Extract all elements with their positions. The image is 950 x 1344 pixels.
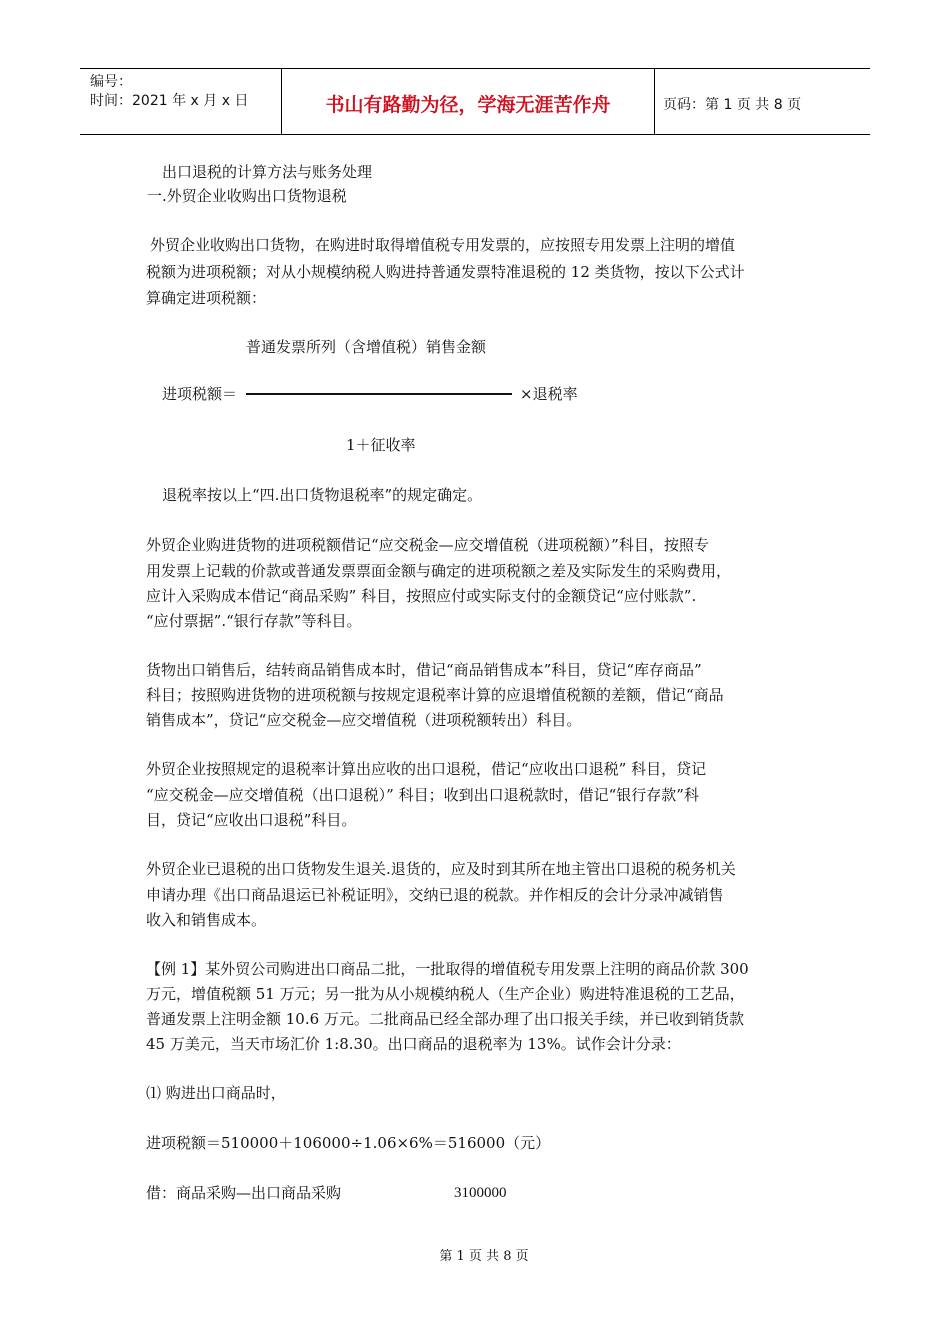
paragraph-4-line-3: 销售成本”，贷记“应交税金—应交增值税（进项税额转出）科目。: [146, 711, 582, 729]
paragraph-6-line-3: 收入和销售成本。: [146, 911, 267, 929]
formula-rhs: ×退税率: [520, 385, 578, 403]
formula-numerator: 普通发票所列（含增值税）销售金额: [246, 338, 487, 356]
example-line-1: 【例 1】某外贸公司购进出口商品二批，一批取得的增值税专用发票上注明的商品价款 300: [146, 960, 749, 978]
header-motto: 书山有路勤为径，学海无涯苦作舟: [282, 69, 655, 134]
example-line-4: 45 万美元，当天市场汇价 1:8.30。出口商品的退税率为 13%。试作会计分录：: [146, 1035, 681, 1053]
calculation: 进项税额＝510000＋106000÷1.06×6%＝516000（元）: [146, 1134, 551, 1152]
paragraph-5-line-1: 外贸企业按照规定的退税率计算出应收的出口退税，借记“应收出口退税” 科目，贷记: [146, 760, 707, 778]
page-header: [80, 68, 870, 135]
header-date: 时间：2021 年 x 月 x 日: [90, 93, 249, 109]
paragraph-4-line-1: 货物出口销售后，结转商品销售成本时，借记“商品销售成本”科目，贷记“库存商品”: [146, 661, 702, 679]
paragraph-3-line-3: 应计入采购成本借记“商品采购” 科目，按照应付或实际支付的金额贷记“应付账款”.: [146, 587, 697, 605]
journal-entry-amount: 3100000: [454, 1185, 507, 1201]
example-line-2: 万元，增值税额 51 万元；另一批为从小规模纳税人（生产企业）购进特准退税的工艺品，: [146, 985, 745, 1003]
example-line-3: 普通发票上注明金额 10.6 万元。二批商品已经全部办理了出口报关手续，并已收到销货款: [146, 1010, 744, 1028]
paragraph-6-line-1: 外贸企业已退税的出口货物发生退关.退货的，应及时到其所在地主管出口退税的税务机关: [146, 860, 736, 878]
header-page-info: 页码：第 1 页 共 8 页: [663, 96, 802, 113]
doc-title: 出口退税的计算方法与账务处理: [162, 163, 373, 181]
paragraph-3-line-1: 外贸企业购进货物的进项税额借记“应交税金—应交增值税（进项税额）”科目，按照专: [146, 536, 709, 554]
section-heading: 一.外贸企业收购出口货物退税: [147, 187, 347, 205]
paragraph-6-line-2: 申请办理《出口商品退运已补税证明》，交纳已退的税款。并作相反的会计分录冲减销售: [146, 886, 724, 904]
formula-fraction-bar: [246, 393, 512, 395]
paragraph-5-line-2: “应交税金—应交增值税（出口退税）” 科目；收到出口退税款时，借记“银行存款”科: [146, 786, 699, 804]
paragraph-3-line-4: “应付票据”.“银行存款”等科目。: [146, 612, 362, 630]
paragraph-3-line-2: 用发票上记载的价款或普通发票票面金额与确定的进项税额之差及实际发生的采购费用，: [146, 562, 732, 580]
header-number: 编号：: [90, 74, 132, 90]
paragraph-4-line-2: 科目；按照购进货物的进项税额与按规定退税率计算的应退增值税额的差额，借记“商品: [146, 686, 724, 704]
step-1: ⑴ 购进出口商品时，: [146, 1084, 286, 1102]
paragraph-2: 退税率按以上“四.出口货物退税率”的规定确定。: [162, 486, 483, 504]
formula-lhs: 进项税额＝: [162, 385, 238, 403]
journal-entry-label: 借：商品采购—出口商品采购: [146, 1184, 342, 1202]
paragraph-1-line-2: 税额为进项税额；对从小规模纳税人购进持普通发票特准退税的 12 类货物，按以下公式计: [146, 263, 745, 281]
header-meta: [80, 69, 282, 134]
paragraph-1-line-1: 外贸企业收购出口货物，在购进时取得增值税专用发票的，应按照专用发票上注明的增值: [150, 236, 736, 254]
formula-denominator: 1＋征收率: [346, 436, 416, 454]
paragraph-1-line-3: 算确定进项税额：: [146, 289, 267, 307]
paragraph-5-line-3: 目，贷记“应收出口退税”科目。: [146, 811, 357, 829]
page-footer: 第 1 页 共 8 页: [439, 1249, 529, 1264]
